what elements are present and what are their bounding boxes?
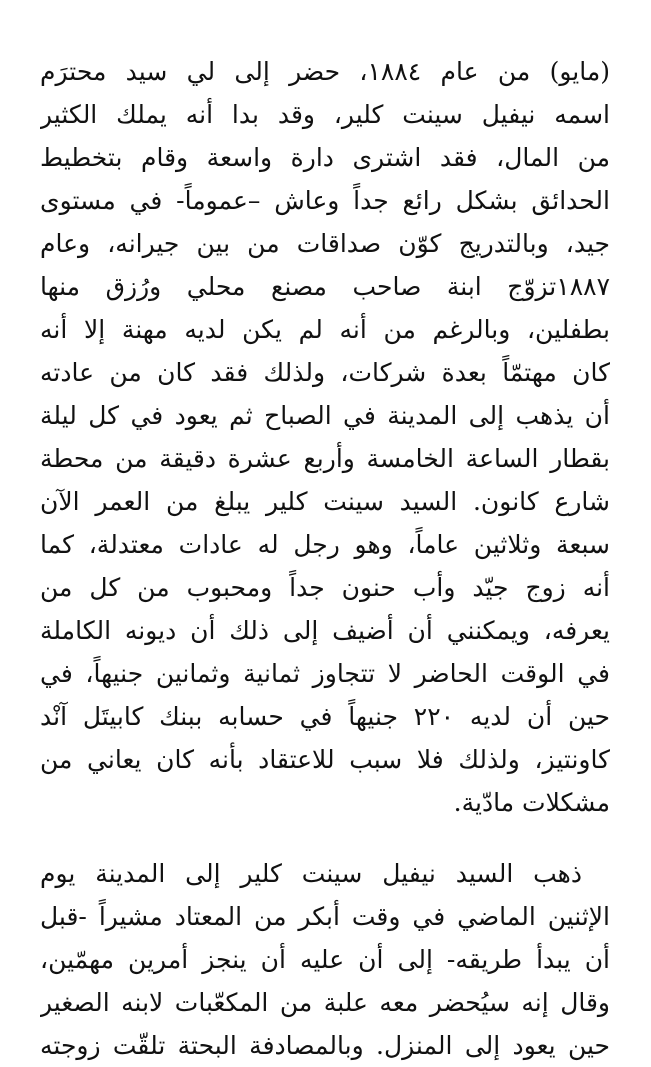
text-line: في الوقت الحاضر لا تتجاوز ثمانية وثمانين جنيهاً، في xyxy=(40,659,610,688)
text-line: كان مهتمّاً بعدة شركات، ولذلك فقد كان من عادته xyxy=(40,358,610,387)
text-line: من المال، فقد اشترى دارة واسعة وقام بتخطيط xyxy=(40,143,610,172)
paragraph-1 xyxy=(40,50,610,824)
text-line: أن يذهب إلى المدينة في الصباح ثم يعود في كل ليلة xyxy=(40,401,610,430)
text-line: حين أن لديه ٢٢٠ جنيهاً في حسابه ببنك كابيتَل آنْد xyxy=(40,702,610,731)
paragraph-2 xyxy=(40,852,610,1067)
text-line: شارع كانون. السيد سينت كلير يبلغ من العمر الآن xyxy=(40,487,610,516)
text-line: سبعة وثلاثين عاماً، وهو رجل له عادات معتدلة، كما xyxy=(40,530,610,559)
text-line: كاونتيز، ولذلك فلا سبب للاعتقاد بأنه كان يعاني من xyxy=(40,745,610,774)
text-line: أنه زوج جيّد وأب حنون جداً ومحبوب من كل من xyxy=(40,573,610,602)
text-line: الحدائق بشكل رائع جداً وعاش –عموماً- في مستوى xyxy=(40,186,610,215)
paragraph-spacer xyxy=(40,824,610,852)
text-line: يعرفه، ويمكنني أن أضيف إلى ذلك أن ديونه الكاملة xyxy=(40,616,610,645)
text-line: جيد، وبالتدريج كوّن صداقات من بين جيرانه، وعام xyxy=(40,229,610,258)
text-line: وقال إنه سيُحضر معه علبة من المكعّبات لابنه الصغير xyxy=(40,988,610,1017)
text-line: مشكلات مادّية. xyxy=(453,788,610,817)
text-line: بطفلين، وبالرغم من أنه لم يكن لديه مهنة إلا أنه xyxy=(40,315,610,344)
text-line: بقطار الساعة الخامسة وأربع عشرة دقيقة من محطة xyxy=(40,444,610,473)
text-line: الإثنين الماضي في وقت أبكر من المعتاد مشيراً -قبل xyxy=(40,902,610,931)
text-line: ١٨٨٧تزوّج ابنة صاحب مصنع محلي ورُزق منها xyxy=(40,272,610,301)
text-line: حين يعود إلى المنزل. وبالمصادفة البحتة تلقّت زوجته xyxy=(40,1031,610,1060)
text-line: اسمه نيفيل سينت كلير، وقد بدا أنه يملك الكثير xyxy=(40,100,610,129)
document-body xyxy=(40,50,610,1067)
text-line: (مايو) من عام ١٨٨٤، حضر إلى لي سيد محترَم xyxy=(40,57,610,86)
text-line: أن يبدأ طريقه- إلى أن عليه أن ينجز أمرين مهمّين، xyxy=(40,945,610,974)
text-line: ذهب السيد نيفيل سينت كلير إلى المدينة يوم xyxy=(40,859,582,888)
